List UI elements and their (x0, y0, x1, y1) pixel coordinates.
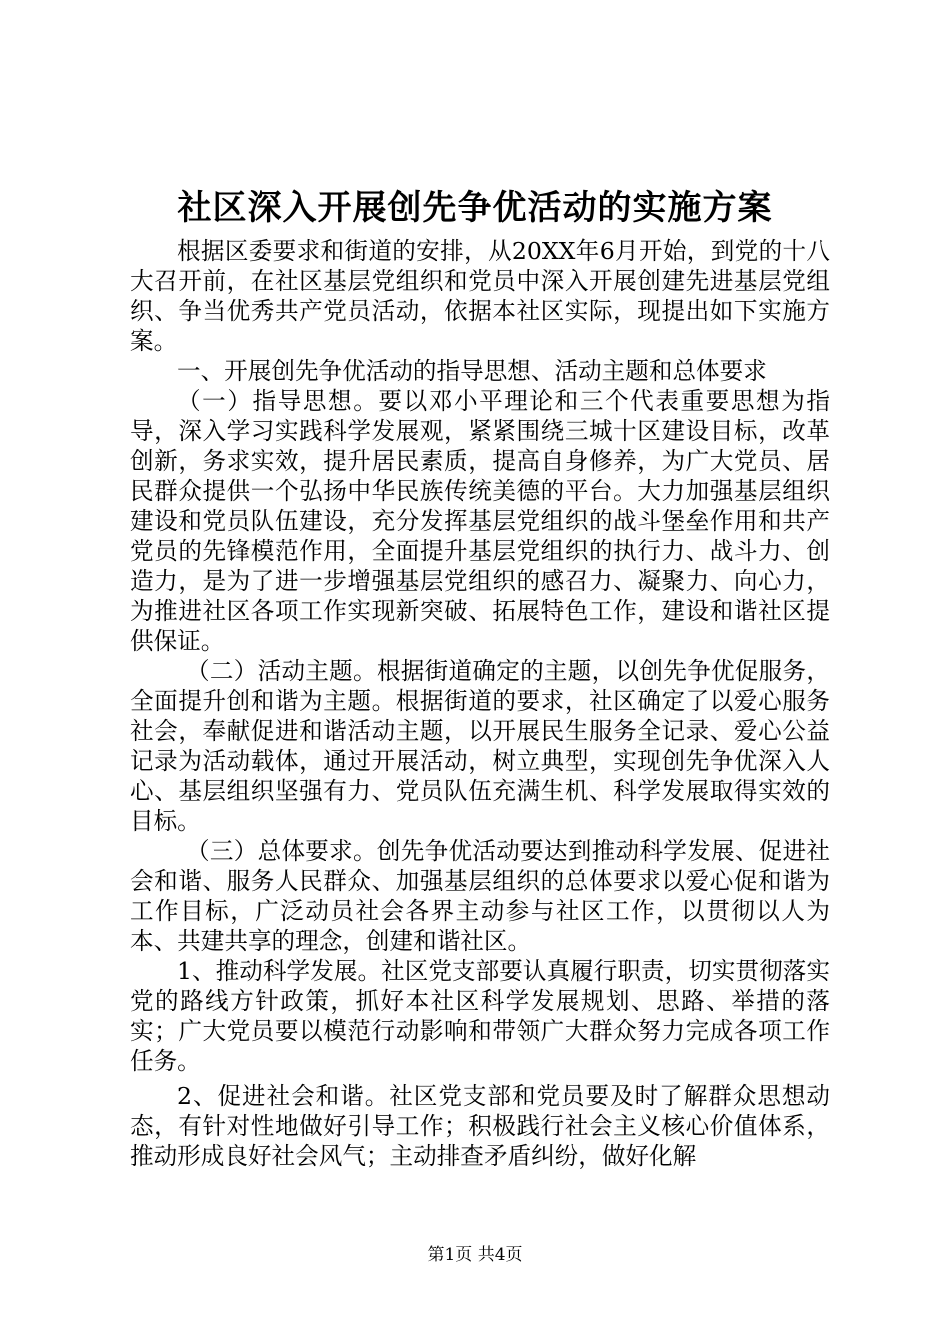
item-1-paragraph: 1、推动科学发展。社区党支部要认真履行职责，切实贯彻落实党的路线方针政策，抓好本社区科学发展规划、思路、举措的落实；广大党员要以模范行动影响和带领广大群众努力完成各项工作任务。 (130, 957, 830, 1075)
activity-theme-paragraph: （二）活动主题。根据街道确定的主题，以创先争优促服务，全面提升创和谐为主题。根据街道的要求，社区确定了以爱心服务社会，奉献促进和谐活动主题，以开展民生服务全记录、爱心公益记录为活动载体，通过开展活动，树立典型，实现创先争优深入人心、基层组织坚强有力、党员队伍充满生机、科学发展取得实效的目标。 (130, 657, 830, 835)
page-footer: 第1页 共4页 (427, 1245, 523, 1265)
document-body (130, 236, 830, 1171)
section-heading-1: 一、开展创先争优活动的指导思想、活动主题和总体要求 (177, 357, 767, 385)
intro-paragraph: 根据区委要求和街道的安排，从20XX年6月开始，到党的十八大召开前，在社区基层党组织和党员中深入开展创建先进基层党组织、争当优秀共产党员活动，依据本社区实际，现提出如下实施方案。 (130, 237, 830, 355)
general-requirements-paragraph: （三）总体要求。创先争优活动要达到推动科学发展、促进社会和谐、服务人民群众、加强基层组织的总体要求以爱心促和谐为工作目标，广泛动员社会各界主动参与社区工作，以贯彻以人为本、共建共享的理念，创建和谐社区。 (130, 837, 830, 955)
document-title: 社区深入开展创先争优活动的实施方案 (177, 188, 773, 228)
item-2-paragraph: 2、促进社会和谐。社区党支部和党员要及时了解群众思想动态，有针对性地做好引导工作；积极践行社会主义核心价值体系，推动形成良好社会风气；主动排查矛盾纠纷，做好化解 (130, 1082, 830, 1170)
guiding-ideology-paragraph: （一）指导思想。要以邓小平理论和三个代表重要思想为指导，深入学习实践科学发展观，紧紧围绕三城十区建设目标，改革创新，务求实效，提升居民素质，提高自身修养，为广大党员、居民群众提供一个弘扬中华民族传统美德的平台。大力加强基层组织建设和党员队伍建设，充分发挥基层党组织的战斗堡垒作用和共产党员的先锋模范作用，全面提升基层党组织的执行力、战斗力、创造力，是为了进一步增强基层党组织的感召力、凝聚力、向心力，为推进社区各项工作实现新突破、拓展特色工作，建设和谐社区提供保证。 (130, 387, 830, 655)
